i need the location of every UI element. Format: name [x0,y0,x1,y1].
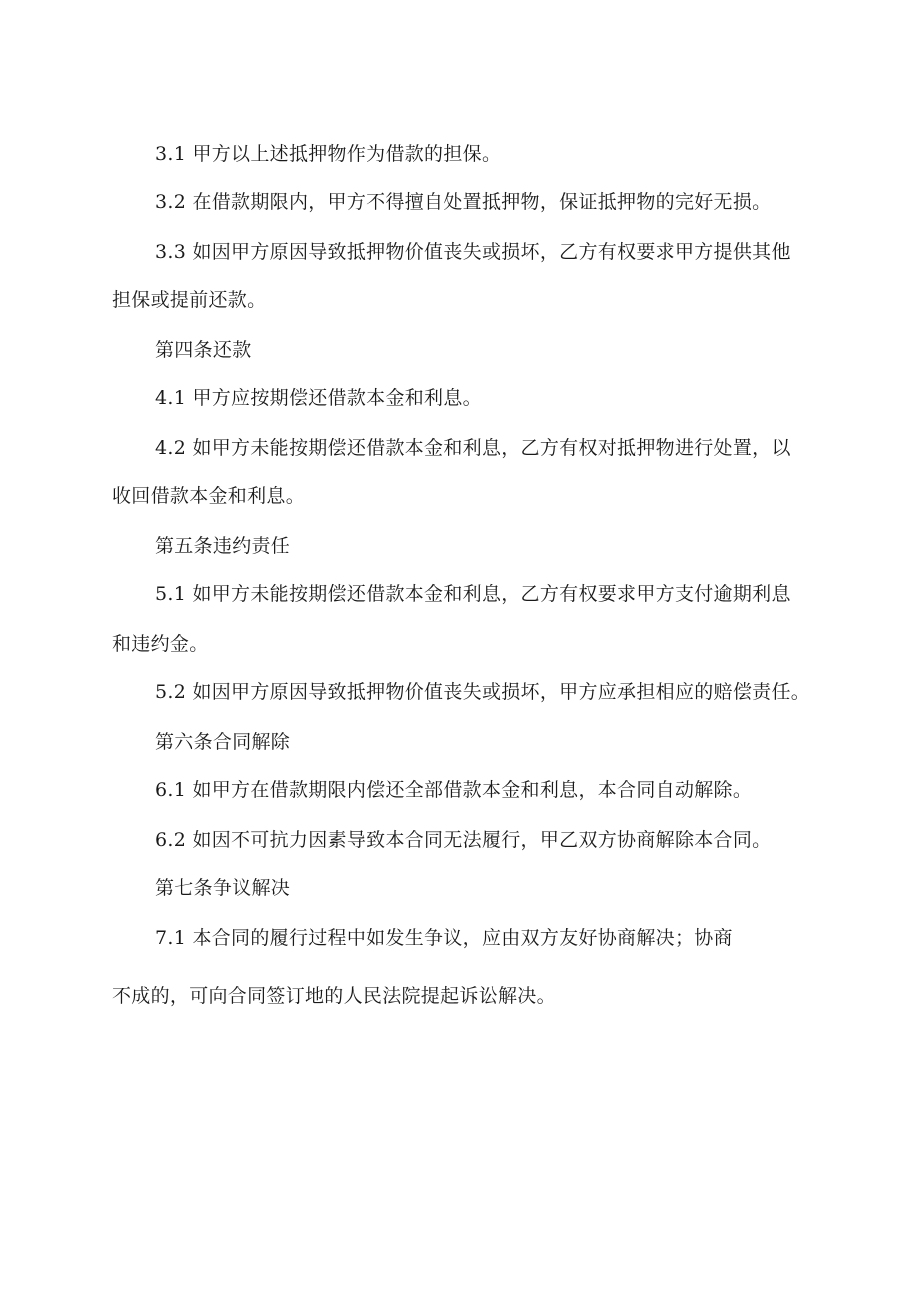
section-heading-6: 第六条合同解除 [155,731,291,753]
clause-3-3: 3.3 如因甲方原因导致抵押物价值丧失或损坏，乙方有权要求甲方提供其他 [155,241,791,263]
clause-4-2-continuation: 收回借款本金和利息。 [112,485,306,507]
clause-3-3-continuation: 担保或提前还款。 [112,289,267,311]
section-heading-5: 第五条违约责任 [155,535,291,557]
section-heading-4: 第四条还款 [155,339,252,361]
clause-6-2: 6.2 如因不可抗力因素导致本合同无法履行，甲乙双方协商解除本合同。 [155,829,772,851]
clause-7-1-continuation: 不成的，可向合同签订地的人民法院提起诉讼解决。 [112,985,556,1007]
clause-6-1: 6.1 如甲方在借款期限内偿还全部借款本金和利息，本合同自动解除。 [155,779,753,801]
clause-5-1: 5.1 如甲方未能按期偿还借款本金和利息，乙方有权要求甲方支付逾期利息 [155,583,791,605]
clause-5-1-continuation: 和违约金。 [112,633,209,655]
clause-3-2: 3.2 在借款期限内，甲方不得擅自处置抵押物，保证抵押物的完好无损。 [155,191,772,213]
clause-3-1: 3.1 甲方以上述抵押物作为借款的担保。 [155,143,502,165]
clause-5-2: 5.2 如因甲方原因导致抵押物价值丧失或损坏，甲方应承担相应的赔偿责任。 [155,681,811,703]
clause-7-1: 7.1 本合同的履行过程中如发生争议，应由双方友好协商解决；协商 [155,927,733,949]
clause-4-1: 4.1 甲方应按期偿还借款本金和利息。 [155,387,482,409]
clause-4-2: 4.2 如甲方未能按期偿还借款本金和利息，乙方有权对抵押物进行处置，以 [155,437,791,459]
section-heading-7: 第七条争议解决 [155,877,291,899]
